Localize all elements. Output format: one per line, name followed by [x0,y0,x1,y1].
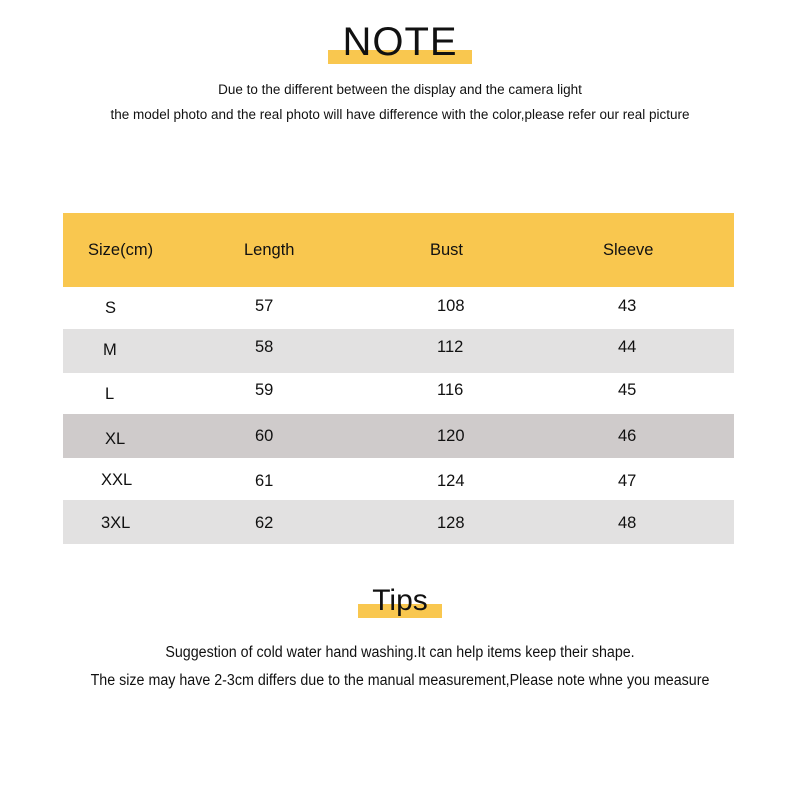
table-cell-size: L [105,385,115,403]
table-cell-length: 59 [255,381,274,399]
table-cell-sleeve: 48 [618,514,637,532]
table-cell-sleeve: 46 [618,427,637,445]
table-cell-size: 3XL [101,514,131,532]
table-header-row [63,213,734,287]
table-cell-bust: 112 [437,338,464,356]
note-line-1: Due to the different between the display and the camera light [218,82,582,97]
note-heading [328,22,471,62]
table-cell-length: 58 [255,338,274,356]
tips-heading-text: Tips [372,584,428,617]
size-table [63,213,734,532]
note-heading-text: NOTE [342,20,458,64]
table-row [63,414,734,458]
column-header-sleeve: Sleeve [603,241,654,259]
table-cell-size: M [103,341,117,359]
table-cell-length: 62 [255,514,274,532]
table-cell-sleeve: 44 [618,338,637,356]
column-header-bust: Bust [430,241,464,259]
table-cell-sleeve: 47 [618,472,637,490]
table-cell-sleeve: 43 [618,297,637,315]
table-row [63,374,734,412]
table-cell-bust: 108 [437,297,465,315]
table-cell-size: XL [105,430,126,448]
table-cell-bust: 128 [437,514,465,532]
table-cell-size: S [105,299,117,317]
table-cell-length: 60 [255,427,274,445]
note-heading-container [0,22,800,62]
table-cell-sleeve: 45 [618,381,637,399]
table-cell-length: 61 [255,472,274,490]
tips-line-1: Suggestion of cold water hand washing.It can help items keep their shape. [165,644,635,661]
tips-heading [358,586,442,616]
table-row [63,287,734,328]
table-cell-size: XXL [101,471,133,489]
column-header-size: Size(cm) [88,241,154,259]
tips-line-2: The size may have 2-3cm differs due to the manual measurement,Please note whne you measure [90,672,710,689]
table-cell-bust: 124 [437,472,465,490]
table-cell-bust: 116 [437,381,464,399]
table-cell-bust: 120 [437,427,465,445]
column-header-length: Length [244,241,295,259]
table-row [63,460,734,498]
table-cell-length: 57 [255,297,274,315]
tips-heading-container [0,586,800,616]
table-row [63,500,734,544]
note-line-2: the model photo and the real photo will have difference with the color,please refer our real picture [110,107,690,122]
table-row [63,329,734,373]
